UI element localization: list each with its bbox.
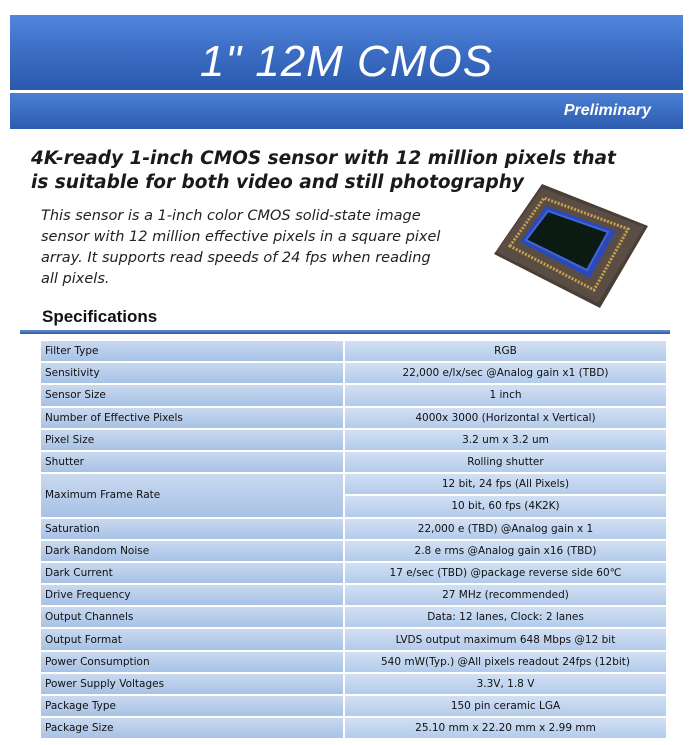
spec-row [41,474,666,496]
headline: 4K-ready 1-inch CMOS sensor with 12 million pixels that is suitable for both video and still photography [31,148,616,193]
specifications-heading: Specifications [42,307,158,326]
status-label: Preliminary [563,102,651,119]
spec-value: Rolling shutter [345,452,666,474]
spec-value: 10 bit, 60 fps (4K2K) [345,496,666,518]
spec-value: 27 MHz (recommended) [345,585,666,607]
spec-label: Dark Current [41,563,345,585]
spec-value: 2.8 e rms @Analog gain x16 (TBD) [345,541,666,563]
spec-row [41,585,666,607]
spec-value: 3.2 um x 3.2 um [345,430,666,452]
description: This sensor is a 1-inch color CMOS solid-state image sensor with 12 million effective pixels in a square pixel array. It supports read speeds of 24 fps when reading all pixels. [41,208,441,287]
spec-row [41,385,666,407]
spec-value: 540 mW(Typ.) @All pixels readout 24fps (12bit) [345,652,666,674]
spec-value: LVDS output maximum 648 Mbps @12 bit [345,629,666,651]
spec-row [41,629,666,651]
spec-row [41,674,666,696]
spec-label: Package Type [41,696,345,718]
spec-label: Maximum Frame Rate [41,474,345,518]
spec-label: Filter Type [41,341,345,363]
spec-label: Dark Random Noise [41,541,345,563]
spec-label: Power Consumption [41,652,345,674]
spec-label: Shutter [41,452,345,474]
spec-label: Saturation [41,519,345,541]
page-title: 1" 12M CMOS [199,37,494,86]
spec-value: RGB [345,341,666,363]
specifications-table-body [41,341,666,740]
spec-row [41,541,666,563]
spec-row [41,341,666,363]
spec-label: Drive Frequency [41,585,345,607]
spec-row [41,563,666,585]
spec-value: 12 bit, 24 fps (All Pixels) [345,474,666,496]
spec-row [41,718,666,740]
spec-value: 17 e/sec (TBD) @package reverse side 60℃ [345,563,666,585]
spec-row [41,452,666,474]
title-banner [10,15,683,90]
spec-row [41,408,666,430]
spec-value: Data: 12 lanes, Clock: 2 lanes [345,607,666,629]
spec-label: Pixel Size [41,430,345,452]
spec-label: Output Channels [41,607,345,629]
spec-row [41,652,666,674]
spec-value: 25.10 mm x 22.20 mm x 2.99 mm [345,718,666,740]
status-bar [10,93,683,129]
spec-row [41,519,666,541]
spec-row [41,607,666,629]
spec-label: Power Supply Voltages [41,674,345,696]
spec-value: 22,000 e/lx/sec @Analog gain x1 (TBD) [345,363,666,385]
spec-label: Package Size [41,718,345,740]
specifications-table [41,341,666,740]
cmos-sensor-chip-icon [490,182,650,310]
spec-value: 150 pin ceramic LGA [345,696,666,718]
spec-value: 4000x 3000 (Horizontal x Vertical) [345,408,666,430]
spec-row [41,696,666,718]
spec-label: Output Format [41,629,345,651]
spec-row [41,430,666,452]
spec-value: 1 inch [345,385,666,407]
spec-value: 3.3V, 1.8 V [345,674,666,696]
spec-label: Sensitivity [41,363,345,385]
spec-value: 22,000 e (TBD) @Analog gain x 1 [345,519,666,541]
spec-row [41,363,666,385]
section-divider [20,330,670,334]
spec-label: Sensor Size [41,385,345,407]
spec-label: Number of Effective Pixels [41,408,345,430]
